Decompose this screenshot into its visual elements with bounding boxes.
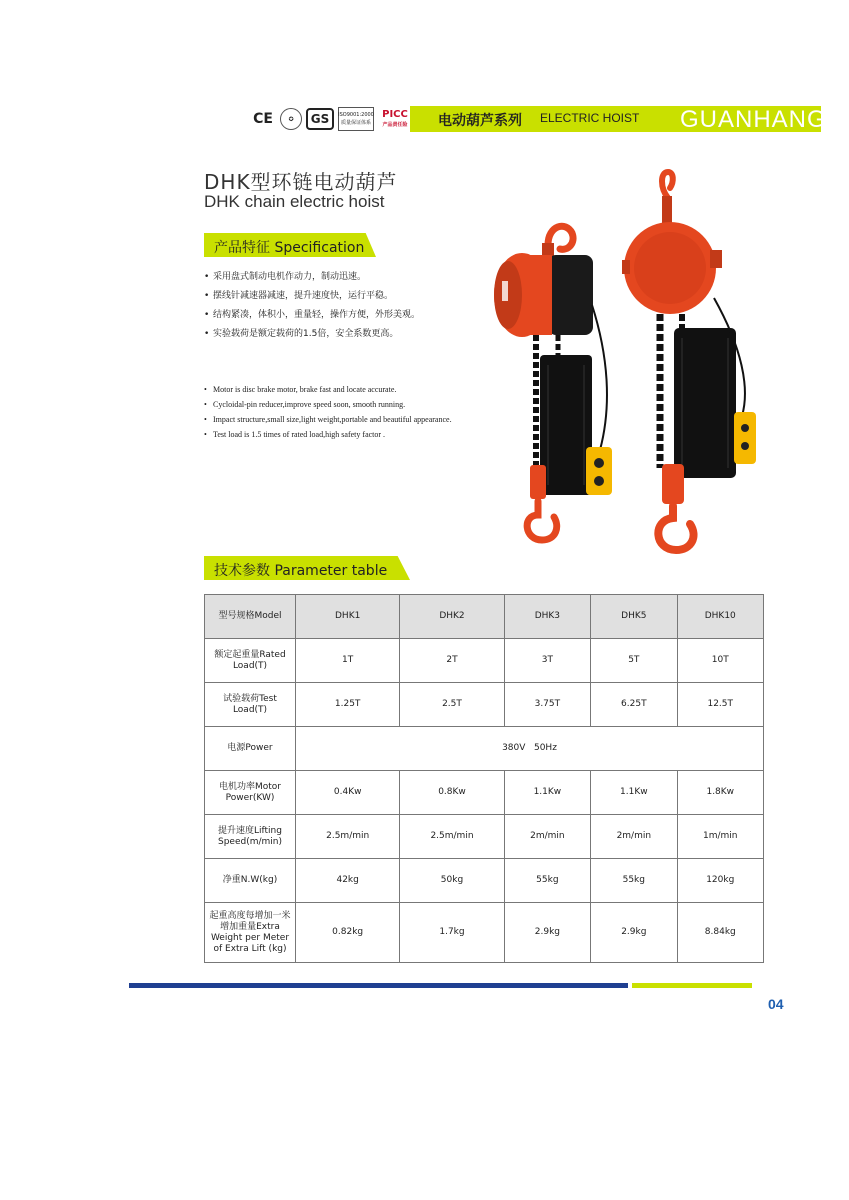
table-cell: 0.4Kw — [296, 771, 400, 815]
product-title-cn: DHK型环链电动葫芦 — [204, 170, 398, 194]
feature-en-item: • Impact structure,small size,light weight,portable and beautiful appearance. — [204, 412, 452, 427]
table-cell: 12.5T — [677, 683, 763, 727]
series-title-en: ELECTRIC HOIST — [540, 111, 640, 125]
table-cell: 55kg — [591, 859, 677, 903]
table-cell: 3T — [504, 639, 590, 683]
feature-cn-item: • 结构紧凑，体积小，重量轻，操作方便，外形美观。 — [204, 306, 420, 325]
table-merged-cell: 380V 50Hz — [296, 727, 764, 771]
table-cell: 42kg — [296, 859, 400, 903]
feature-cn-item: • 采用盘式制动电机作动力，制动迅速。 — [204, 268, 420, 287]
table-row — [205, 771, 764, 815]
table-cell: 0.82kg — [296, 903, 400, 963]
table-cell: 5T — [591, 639, 677, 683]
product-title-en: DHK chain electric hoist — [204, 192, 385, 211]
feature-en-item: • Test load is 1.5 times of rated load,high safety factor . — [204, 427, 452, 442]
feature-cn-item: • 摆线针减速器减速，提升速度快，运行平稳。 — [204, 287, 420, 306]
table-cell: 2m/min — [504, 815, 590, 859]
table-header-cell: 型号规格Model — [205, 595, 296, 639]
picc-logo — [378, 107, 412, 131]
table-cell: 2.9kg — [504, 903, 590, 963]
picc-sub-label: 产品责任险 — [382, 122, 408, 128]
table-row-label: 净重N.W(kg) — [205, 859, 296, 903]
feature-cn-item: • 实验载荷是额定载荷的1.5倍，安全系数更高。 — [204, 325, 420, 344]
feature-en-item: • Cycloidal-pin reducer,improve speed soon, smooth running. — [204, 397, 452, 412]
picc-label: PICC — [382, 109, 408, 120]
table-header-cell: DHK2 — [400, 595, 504, 639]
table-header-row — [205, 595, 764, 639]
table-cell: 10T — [677, 639, 763, 683]
table-row — [205, 815, 764, 859]
table-cell: 120kg — [677, 859, 763, 903]
table-cell: 1.1Kw — [504, 771, 590, 815]
table-row-label: 提升速度Lifting Speed(m/min) — [205, 815, 296, 859]
footer-blue-bar — [129, 983, 628, 988]
table-cell: 1.1Kw — [591, 771, 677, 815]
feature-en-item: • Motor is disc brake motor, brake fast and locate accurate. — [204, 382, 452, 397]
iso-sub-label: 质量保证体系 — [340, 120, 371, 126]
footer-green-bar — [632, 983, 752, 988]
table-cell: 6.25T — [591, 683, 677, 727]
table-cell: 2.9kg — [591, 903, 677, 963]
iso-label: ISO9001:2000 — [338, 112, 374, 118]
table-header-cell: DHK1 — [296, 595, 400, 639]
table-cell: 0.8Kw — [400, 771, 504, 815]
table-cell: 1.7kg — [400, 903, 504, 963]
specification-heading: 产品特征 Specification — [214, 240, 365, 256]
table-row — [205, 859, 764, 903]
parameter-table — [204, 594, 764, 963]
iso-certification-logo — [338, 107, 374, 131]
table-header-cell: DHK10 — [677, 595, 763, 639]
table-row-label: 试验载荷Test Load(T) — [205, 683, 296, 727]
table-row — [205, 903, 764, 963]
table-cell: 1.8Kw — [677, 771, 763, 815]
features-cn-list — [204, 268, 420, 344]
hoist-side-view-image — [488, 215, 618, 550]
features-en-list — [204, 382, 452, 442]
table-cell: 1T — [296, 639, 400, 683]
table-row-label: 电机功率Motor Power(KW) — [205, 771, 296, 815]
table-header-cell: DHK5 — [591, 595, 677, 639]
parameter-heading: 技术参数 Parameter table — [214, 563, 388, 579]
certification-logos — [250, 106, 412, 132]
table-row-label: 额定起重量Rated Load(T) — [205, 639, 296, 683]
page-number: 04 — [768, 996, 784, 1012]
table-cell: 2m/min — [591, 815, 677, 859]
table-cell: 50kg — [400, 859, 504, 903]
table-row — [205, 639, 764, 683]
table-row — [205, 727, 764, 771]
table-row — [205, 683, 764, 727]
table-cell: 1m/min — [677, 815, 763, 859]
table-row-label: 电源Power — [205, 727, 296, 771]
table-cell: 2.5m/min — [400, 815, 504, 859]
gs-mark-logo: GS — [306, 108, 334, 130]
hoist-front-view-image — [622, 168, 762, 560]
table-cell: 2.5m/min — [296, 815, 400, 859]
table-cell: 8.84kg — [677, 903, 763, 963]
ce-mark-logo: CE — [253, 111, 273, 127]
brand-name: GUANHANG — [680, 106, 827, 133]
table-row-label: 起重高度每增加一米增加重量Extra Weight per Meter of Extra Lift (kg) — [205, 903, 296, 963]
table-cell: 1.25T — [296, 683, 400, 727]
certification-seal-icon: ✪ — [280, 108, 302, 130]
table-cell: 3.75T — [504, 683, 590, 727]
table-cell: 55kg — [504, 859, 590, 903]
table-header-cell: DHK3 — [504, 595, 590, 639]
series-title-cn: 电动葫芦系列 — [438, 113, 522, 129]
table-cell: 2.5T — [400, 683, 504, 727]
table-cell: 2T — [400, 639, 504, 683]
